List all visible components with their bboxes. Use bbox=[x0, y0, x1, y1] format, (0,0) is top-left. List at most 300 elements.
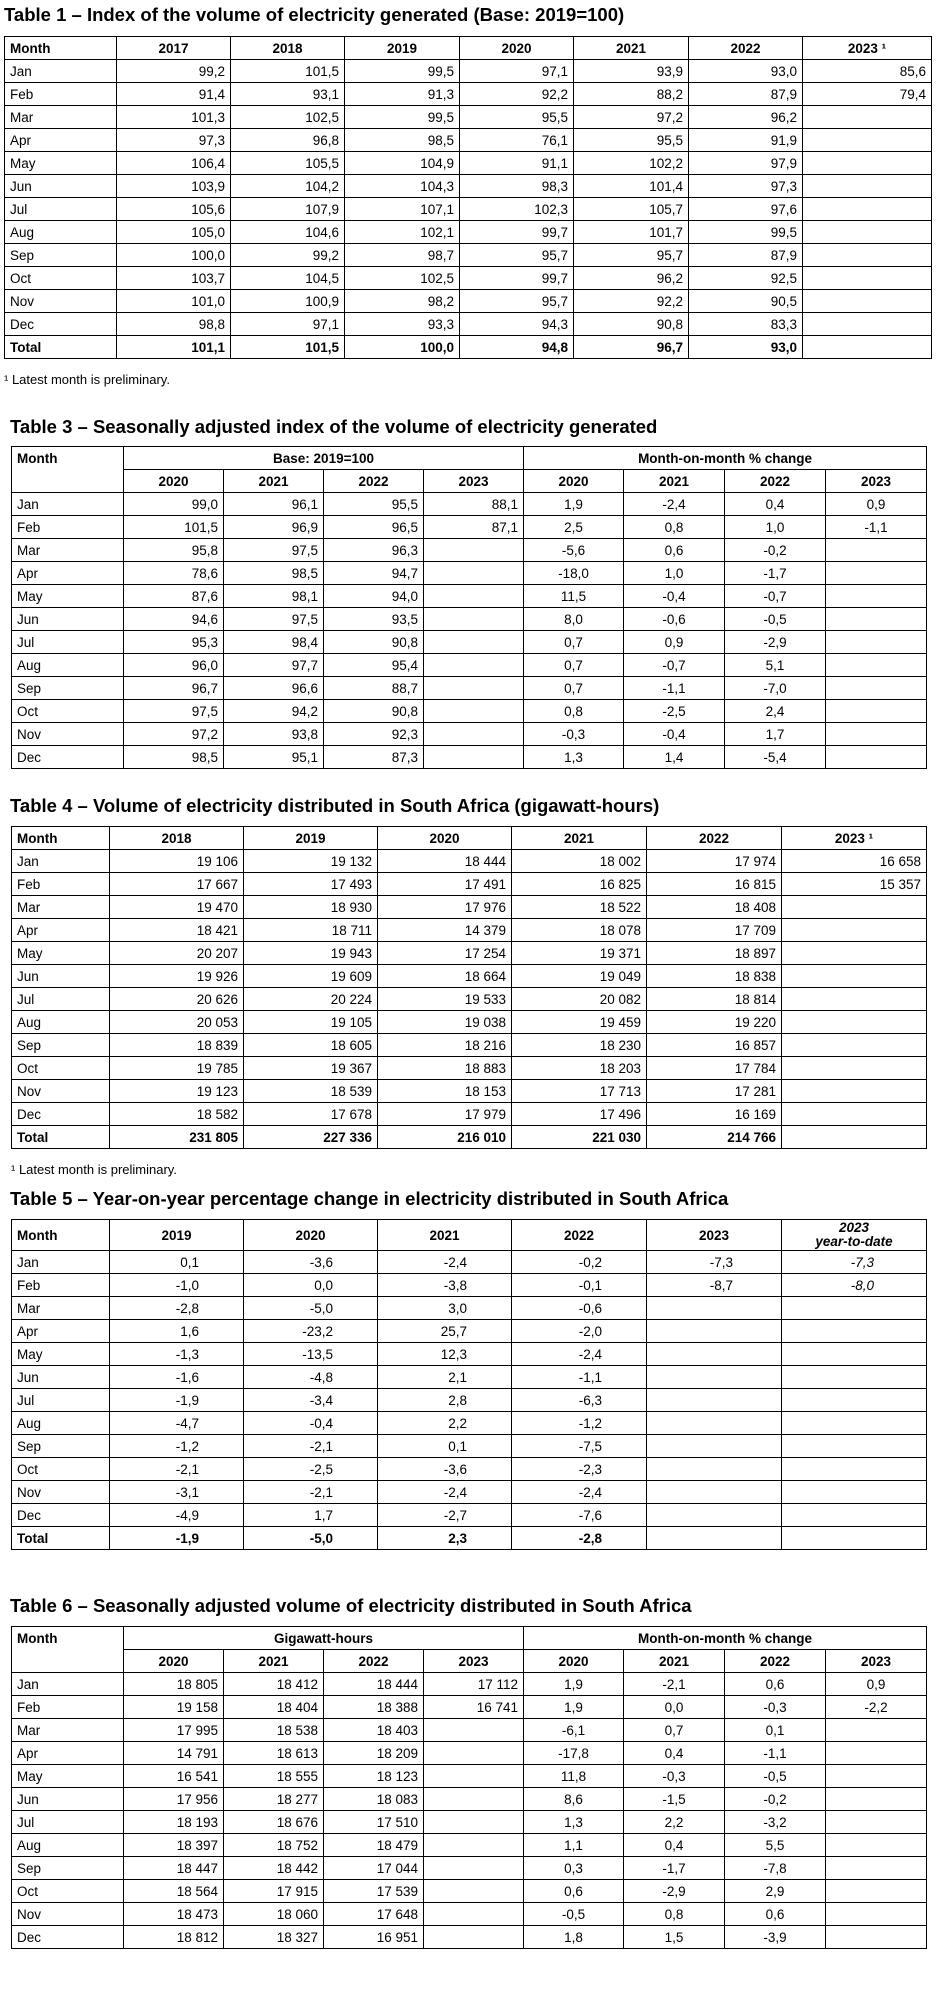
value-cell: 17 784 bbox=[647, 1057, 782, 1080]
value-cell: 18 397 bbox=[124, 1834, 224, 1857]
value-cell: 98,5 bbox=[124, 746, 224, 769]
value-cell: -2,3 bbox=[512, 1458, 647, 1481]
value-cell: 0,6 bbox=[624, 539, 725, 562]
value-cell: 90,8 bbox=[574, 313, 689, 336]
value-cell: 104,5 bbox=[231, 267, 345, 290]
value-cell: 93,9 bbox=[574, 60, 689, 83]
value-cell: 19 049 bbox=[512, 965, 647, 988]
month-cell: Jul bbox=[12, 1811, 124, 1834]
value-cell: 18 539 bbox=[244, 1080, 378, 1103]
value-cell: 18 002 bbox=[512, 850, 647, 873]
value-cell: 94,0 bbox=[324, 585, 424, 608]
value-cell: 18 479 bbox=[324, 1834, 424, 1857]
total-value: 93,0 bbox=[689, 336, 803, 359]
value-cell: -1,1 bbox=[725, 1742, 826, 1765]
value-cell: 17 281 bbox=[647, 1080, 782, 1103]
value-cell bbox=[803, 221, 932, 244]
value-cell bbox=[782, 1080, 927, 1103]
value-cell: 95,5 bbox=[574, 129, 689, 152]
value-cell: -3,4 bbox=[244, 1389, 378, 1412]
value-cell bbox=[803, 267, 932, 290]
month-cell: Jul bbox=[12, 1389, 110, 1412]
value-cell: 1,6 bbox=[110, 1320, 244, 1343]
value-cell: -0,5 bbox=[725, 1765, 826, 1788]
value-cell bbox=[782, 1057, 927, 1080]
table-row bbox=[12, 1742, 927, 1765]
ytd-header-label: year-to-date bbox=[815, 1234, 893, 1249]
total-value bbox=[782, 1527, 927, 1550]
month-cell: Sep bbox=[12, 1034, 110, 1057]
value-cell: 93,5 bbox=[324, 608, 424, 631]
value-cell: 2,1 bbox=[378, 1366, 512, 1389]
year-column-header: 2023 bbox=[647, 1220, 782, 1251]
value-cell: -1,6 bbox=[110, 1366, 244, 1389]
ytd-header-year: 2023 bbox=[838, 1220, 870, 1235]
value-cell: 18 538 bbox=[224, 1719, 324, 1742]
value-cell: 88,7 bbox=[324, 677, 424, 700]
value-cell: 101,3 bbox=[117, 106, 231, 129]
month-cell: Jun bbox=[5, 175, 117, 198]
table-row bbox=[12, 1504, 927, 1527]
month-cell: Feb bbox=[5, 83, 117, 106]
value-cell bbox=[647, 1297, 782, 1320]
month-cell: Aug bbox=[12, 1011, 110, 1034]
value-cell: -4,7 bbox=[110, 1412, 244, 1435]
value-cell: 96,8 bbox=[231, 129, 345, 152]
value-cell: -2,7 bbox=[378, 1504, 512, 1527]
month-cell: Apr bbox=[12, 562, 124, 585]
table-row bbox=[12, 873, 927, 896]
value-cell: 99,7 bbox=[460, 267, 574, 290]
table-row bbox=[12, 1696, 927, 1719]
value-cell: -0,6 bbox=[624, 608, 725, 631]
value-cell: 1,5 bbox=[624, 1926, 725, 1949]
value-cell: -8,0 bbox=[782, 1274, 927, 1297]
value-cell: 17 491 bbox=[378, 873, 512, 896]
value-cell bbox=[782, 1034, 927, 1057]
value-cell: 25,7 bbox=[378, 1320, 512, 1343]
value-cell: 0,3 bbox=[524, 1857, 624, 1880]
month-cell: Feb bbox=[12, 516, 124, 539]
value-cell: -1,0 bbox=[110, 1274, 244, 1297]
value-cell: 11,5 bbox=[524, 585, 624, 608]
value-cell: 18 123 bbox=[324, 1765, 424, 1788]
value-cell bbox=[803, 175, 932, 198]
value-cell: 11,8 bbox=[524, 1765, 624, 1788]
month-cell: Feb bbox=[12, 1274, 110, 1297]
table-row bbox=[12, 1811, 927, 1834]
value-cell bbox=[782, 1504, 927, 1527]
value-cell bbox=[424, 1903, 524, 1926]
value-cell: -2,2 bbox=[826, 1696, 927, 1719]
year-column-header: 2022 bbox=[725, 470, 826, 493]
month-cell: Sep bbox=[5, 244, 117, 267]
value-cell: 17 667 bbox=[110, 873, 244, 896]
value-cell: 90,5 bbox=[689, 290, 803, 313]
year-column-header: 2021 bbox=[512, 827, 647, 850]
total-value: 96,7 bbox=[574, 336, 689, 359]
value-cell: 101,5 bbox=[124, 516, 224, 539]
value-cell: -0,2 bbox=[725, 539, 826, 562]
table5-title: Table 5 – Year-on-year percentage change in electricity distributed in South Africa bbox=[10, 1188, 729, 1209]
month-cell: Dec bbox=[12, 746, 124, 769]
table6-group-change: Month-on-month % change bbox=[524, 1627, 927, 1650]
value-cell: 0,9 bbox=[624, 631, 725, 654]
value-cell: 18 060 bbox=[224, 1903, 324, 1926]
table1-title: Table 1 – Index of the volume of electricity generated (Base: 2019=100) bbox=[4, 4, 625, 25]
value-cell bbox=[826, 585, 927, 608]
value-cell: -2,4 bbox=[624, 493, 725, 516]
year-column-header: 2021 bbox=[224, 470, 324, 493]
month-cell: May bbox=[5, 152, 117, 175]
value-cell bbox=[424, 746, 524, 769]
table-row bbox=[5, 198, 932, 221]
value-cell: -6,1 bbox=[524, 1719, 624, 1742]
value-cell: 100,9 bbox=[231, 290, 345, 313]
value-cell: 17 493 bbox=[244, 873, 378, 896]
value-cell bbox=[647, 1435, 782, 1458]
year-column-header: 2023 ¹ bbox=[782, 827, 927, 850]
month-cell: Oct bbox=[12, 1458, 110, 1481]
value-cell: 92,5 bbox=[689, 267, 803, 290]
value-cell bbox=[826, 562, 927, 585]
value-cell bbox=[782, 965, 927, 988]
value-cell: 17 976 bbox=[378, 896, 512, 919]
month-cell: May bbox=[12, 1765, 124, 1788]
value-cell: -2,5 bbox=[244, 1458, 378, 1481]
total-value: 94,8 bbox=[460, 336, 574, 359]
table-row bbox=[12, 1103, 927, 1126]
value-cell bbox=[826, 608, 927, 631]
table-row bbox=[12, 585, 927, 608]
table-row bbox=[5, 60, 932, 83]
value-cell bbox=[826, 1880, 927, 1903]
table-row bbox=[12, 1765, 927, 1788]
value-cell: 95,3 bbox=[124, 631, 224, 654]
value-cell: 96,6 bbox=[224, 677, 324, 700]
value-cell bbox=[782, 1458, 927, 1481]
value-cell: 98,3 bbox=[460, 175, 574, 198]
value-cell: 93,0 bbox=[689, 60, 803, 83]
value-cell: -8,7 bbox=[647, 1274, 782, 1297]
value-cell: 0,1 bbox=[378, 1435, 512, 1458]
value-cell: -0,2 bbox=[725, 1788, 826, 1811]
table-row bbox=[12, 1435, 927, 1458]
value-cell: -5,6 bbox=[524, 539, 624, 562]
value-cell: 104,2 bbox=[231, 175, 345, 198]
value-cell: 16 658 bbox=[782, 850, 927, 873]
value-cell: 17 510 bbox=[324, 1811, 424, 1834]
value-cell: 95,7 bbox=[460, 244, 574, 267]
table-row bbox=[12, 1297, 927, 1320]
value-cell: 105,7 bbox=[574, 198, 689, 221]
month-cell: Apr bbox=[5, 129, 117, 152]
value-cell bbox=[647, 1389, 782, 1412]
table4 bbox=[11, 826, 927, 1149]
value-cell: -2,4 bbox=[512, 1343, 647, 1366]
month-cell: Mar bbox=[12, 1297, 110, 1320]
value-cell: -0,7 bbox=[725, 585, 826, 608]
table4-footnote: ¹ Latest month is preliminary. bbox=[11, 1162, 177, 1177]
value-cell: 0,9 bbox=[826, 493, 927, 516]
total-row bbox=[5, 336, 932, 359]
value-cell: 0,7 bbox=[524, 654, 624, 677]
value-cell: 87,9 bbox=[689, 83, 803, 106]
value-cell bbox=[782, 1103, 927, 1126]
value-cell: 16 951 bbox=[324, 1926, 424, 1949]
value-cell: -2,1 bbox=[244, 1435, 378, 1458]
value-cell: 1,1 bbox=[524, 1834, 624, 1857]
value-cell: -2,5 bbox=[624, 700, 725, 723]
table-row bbox=[12, 1343, 927, 1366]
value-cell: 0,6 bbox=[725, 1903, 826, 1926]
value-cell: 18 752 bbox=[224, 1834, 324, 1857]
value-cell: 14 379 bbox=[378, 919, 512, 942]
value-cell: 103,9 bbox=[117, 175, 231, 198]
value-cell bbox=[803, 198, 932, 221]
year-column-header: 2020 bbox=[524, 1650, 624, 1673]
month-cell: Jun bbox=[12, 1366, 110, 1389]
table-row bbox=[12, 1834, 927, 1857]
value-cell: 3,0 bbox=[378, 1297, 512, 1320]
value-cell: -3,6 bbox=[244, 1251, 378, 1274]
value-cell: -1,7 bbox=[725, 562, 826, 585]
value-cell: 19 533 bbox=[378, 988, 512, 1011]
value-cell: -3,2 bbox=[725, 1811, 826, 1834]
month-cell: Jul bbox=[12, 631, 124, 654]
value-cell: -7,8 bbox=[725, 1857, 826, 1880]
value-cell: 101,4 bbox=[574, 175, 689, 198]
value-cell: 19 038 bbox=[378, 1011, 512, 1034]
year-column-header: 2020 bbox=[244, 1220, 378, 1251]
table-row bbox=[12, 562, 927, 585]
month-cell: Feb bbox=[12, 873, 110, 896]
value-cell: 107,9 bbox=[231, 198, 345, 221]
month-cell: Jan bbox=[5, 60, 117, 83]
month-cell: Sep bbox=[12, 1857, 124, 1880]
total-label: Total bbox=[5, 336, 117, 359]
value-cell: 95,1 bbox=[224, 746, 324, 769]
value-cell: 105,6 bbox=[117, 198, 231, 221]
month-cell: Jun bbox=[12, 1788, 124, 1811]
value-cell: 0,7 bbox=[524, 631, 624, 654]
value-cell: -18,0 bbox=[524, 562, 624, 585]
value-cell: -4,8 bbox=[244, 1366, 378, 1389]
value-cell: 18 582 bbox=[110, 1103, 244, 1126]
value-cell: 19 926 bbox=[110, 965, 244, 988]
value-cell: 105,5 bbox=[231, 152, 345, 175]
value-cell: 19 123 bbox=[110, 1080, 244, 1103]
table-row bbox=[12, 942, 927, 965]
table-row bbox=[12, 539, 927, 562]
value-cell bbox=[424, 1834, 524, 1857]
value-cell: 18 078 bbox=[512, 919, 647, 942]
year-column-header: 2019 bbox=[244, 827, 378, 850]
value-cell: -1,2 bbox=[110, 1435, 244, 1458]
value-cell bbox=[424, 1788, 524, 1811]
value-cell bbox=[782, 1366, 927, 1389]
month-cell: Mar bbox=[5, 106, 117, 129]
value-cell: -1,1 bbox=[826, 516, 927, 539]
value-cell: 102,1 bbox=[345, 221, 460, 244]
value-cell: -0,5 bbox=[725, 608, 826, 631]
month-cell: Aug bbox=[12, 1412, 110, 1435]
table-row bbox=[5, 290, 932, 313]
month-cell: Jan bbox=[12, 850, 110, 873]
value-cell bbox=[424, 631, 524, 654]
table-row bbox=[12, 1412, 927, 1435]
month-cell: Oct bbox=[5, 267, 117, 290]
year-column-header: 2023 bbox=[424, 470, 524, 493]
total-row bbox=[12, 1527, 927, 1550]
value-cell: 16 815 bbox=[647, 873, 782, 896]
table1-footnote: ¹ Latest month is preliminary. bbox=[4, 372, 170, 387]
value-cell bbox=[826, 1765, 927, 1788]
value-cell: -7,3 bbox=[647, 1251, 782, 1274]
value-cell: 0,6 bbox=[725, 1673, 826, 1696]
table-row bbox=[5, 152, 932, 175]
total-value: 101,1 bbox=[117, 336, 231, 359]
value-cell: 95,8 bbox=[124, 539, 224, 562]
month-cell: Jul bbox=[5, 198, 117, 221]
month-header-spacer bbox=[12, 470, 124, 493]
value-cell: 16 169 bbox=[647, 1103, 782, 1126]
value-cell bbox=[424, 562, 524, 585]
value-cell: 105,0 bbox=[117, 221, 231, 244]
total-label: Total bbox=[12, 1126, 110, 1149]
value-cell bbox=[782, 1320, 927, 1343]
value-cell bbox=[424, 1765, 524, 1788]
value-cell: 17 539 bbox=[324, 1880, 424, 1903]
value-cell: 102,5 bbox=[345, 267, 460, 290]
value-cell: 102,5 bbox=[231, 106, 345, 129]
table-row bbox=[12, 1903, 927, 1926]
value-cell: 2,8 bbox=[378, 1389, 512, 1412]
value-cell: 19 367 bbox=[244, 1057, 378, 1080]
value-cell bbox=[424, 1857, 524, 1880]
value-cell: 19 459 bbox=[512, 1011, 647, 1034]
value-cell: 97,2 bbox=[124, 723, 224, 746]
value-cell: 98,2 bbox=[345, 290, 460, 313]
value-cell: 97,5 bbox=[224, 608, 324, 631]
value-cell bbox=[782, 1389, 927, 1412]
value-cell bbox=[782, 1297, 927, 1320]
value-cell: 0,8 bbox=[524, 700, 624, 723]
year-column-header: 2022 bbox=[647, 827, 782, 850]
month-column-header: Month bbox=[12, 1220, 110, 1251]
value-cell bbox=[803, 129, 932, 152]
value-cell: 99,7 bbox=[460, 221, 574, 244]
table-row bbox=[5, 83, 932, 106]
value-cell: 96,7 bbox=[124, 677, 224, 700]
table-row bbox=[12, 631, 927, 654]
value-cell: 1,9 bbox=[524, 493, 624, 516]
value-cell: -17,8 bbox=[524, 1742, 624, 1765]
value-cell: 1,7 bbox=[725, 723, 826, 746]
value-cell: 92,2 bbox=[460, 83, 574, 106]
value-cell: 1,0 bbox=[725, 516, 826, 539]
value-cell bbox=[424, 608, 524, 631]
month-cell: Dec bbox=[5, 313, 117, 336]
table-row bbox=[12, 1320, 927, 1343]
table-row bbox=[12, 700, 927, 723]
value-cell: 19 609 bbox=[244, 965, 378, 988]
table3 bbox=[11, 446, 927, 769]
value-cell: 18 447 bbox=[124, 1857, 224, 1880]
value-cell bbox=[424, 1719, 524, 1742]
value-cell bbox=[826, 746, 927, 769]
value-cell: 8,6 bbox=[524, 1788, 624, 1811]
value-cell bbox=[782, 942, 927, 965]
table-row bbox=[12, 1880, 927, 1903]
value-cell: 18 444 bbox=[378, 850, 512, 873]
value-cell: 12,3 bbox=[378, 1343, 512, 1366]
value-cell bbox=[803, 313, 932, 336]
value-cell: 19 371 bbox=[512, 942, 647, 965]
value-cell bbox=[647, 1504, 782, 1527]
table-row bbox=[12, 1458, 927, 1481]
value-cell: -2,0 bbox=[512, 1320, 647, 1343]
table-row bbox=[12, 723, 927, 746]
value-cell: 18 605 bbox=[244, 1034, 378, 1057]
month-cell: Feb bbox=[12, 1696, 124, 1719]
header-row bbox=[12, 1220, 927, 1251]
month-cell: Oct bbox=[12, 1880, 124, 1903]
value-cell: 104,3 bbox=[345, 175, 460, 198]
table-row bbox=[12, 1481, 927, 1504]
value-cell: 87,3 bbox=[324, 746, 424, 769]
value-cell bbox=[647, 1458, 782, 1481]
total-value: 214 766 bbox=[647, 1126, 782, 1149]
value-cell: 76,1 bbox=[460, 129, 574, 152]
total-value: 231 805 bbox=[110, 1126, 244, 1149]
value-cell: 0,6 bbox=[524, 1880, 624, 1903]
value-cell: -2,1 bbox=[624, 1673, 725, 1696]
value-cell: 0,4 bbox=[624, 1742, 725, 1765]
table-row bbox=[5, 244, 932, 267]
value-cell: 20 082 bbox=[512, 988, 647, 1011]
value-cell: 100,0 bbox=[117, 244, 231, 267]
value-cell: -1,1 bbox=[624, 677, 725, 700]
value-cell: -1,2 bbox=[512, 1412, 647, 1435]
value-cell: 18 883 bbox=[378, 1057, 512, 1080]
table-row bbox=[5, 129, 932, 152]
value-cell: 99,2 bbox=[117, 60, 231, 83]
value-cell: 0,0 bbox=[624, 1696, 725, 1719]
year-column-header: 2017 bbox=[117, 37, 231, 60]
value-cell: -0,2 bbox=[512, 1251, 647, 1274]
value-cell: 91,4 bbox=[117, 83, 231, 106]
value-cell: 87,6 bbox=[124, 585, 224, 608]
table-row bbox=[12, 1057, 927, 1080]
value-cell: -5,4 bbox=[725, 746, 826, 769]
value-cell: 103,7 bbox=[117, 267, 231, 290]
value-cell: -4,9 bbox=[110, 1504, 244, 1527]
value-cell: 98,4 bbox=[224, 631, 324, 654]
value-cell: 19 785 bbox=[110, 1057, 244, 1080]
value-cell bbox=[647, 1320, 782, 1343]
value-cell: 16 857 bbox=[647, 1034, 782, 1057]
value-cell bbox=[782, 919, 927, 942]
total-value: 100,0 bbox=[345, 336, 460, 359]
value-cell: 97,7 bbox=[224, 654, 324, 677]
value-cell: 98,5 bbox=[345, 129, 460, 152]
value-cell bbox=[782, 1011, 927, 1034]
value-cell: -0,4 bbox=[624, 585, 725, 608]
value-cell: 0,4 bbox=[725, 493, 826, 516]
value-cell: -0,6 bbox=[512, 1297, 647, 1320]
value-cell bbox=[826, 1926, 927, 1949]
